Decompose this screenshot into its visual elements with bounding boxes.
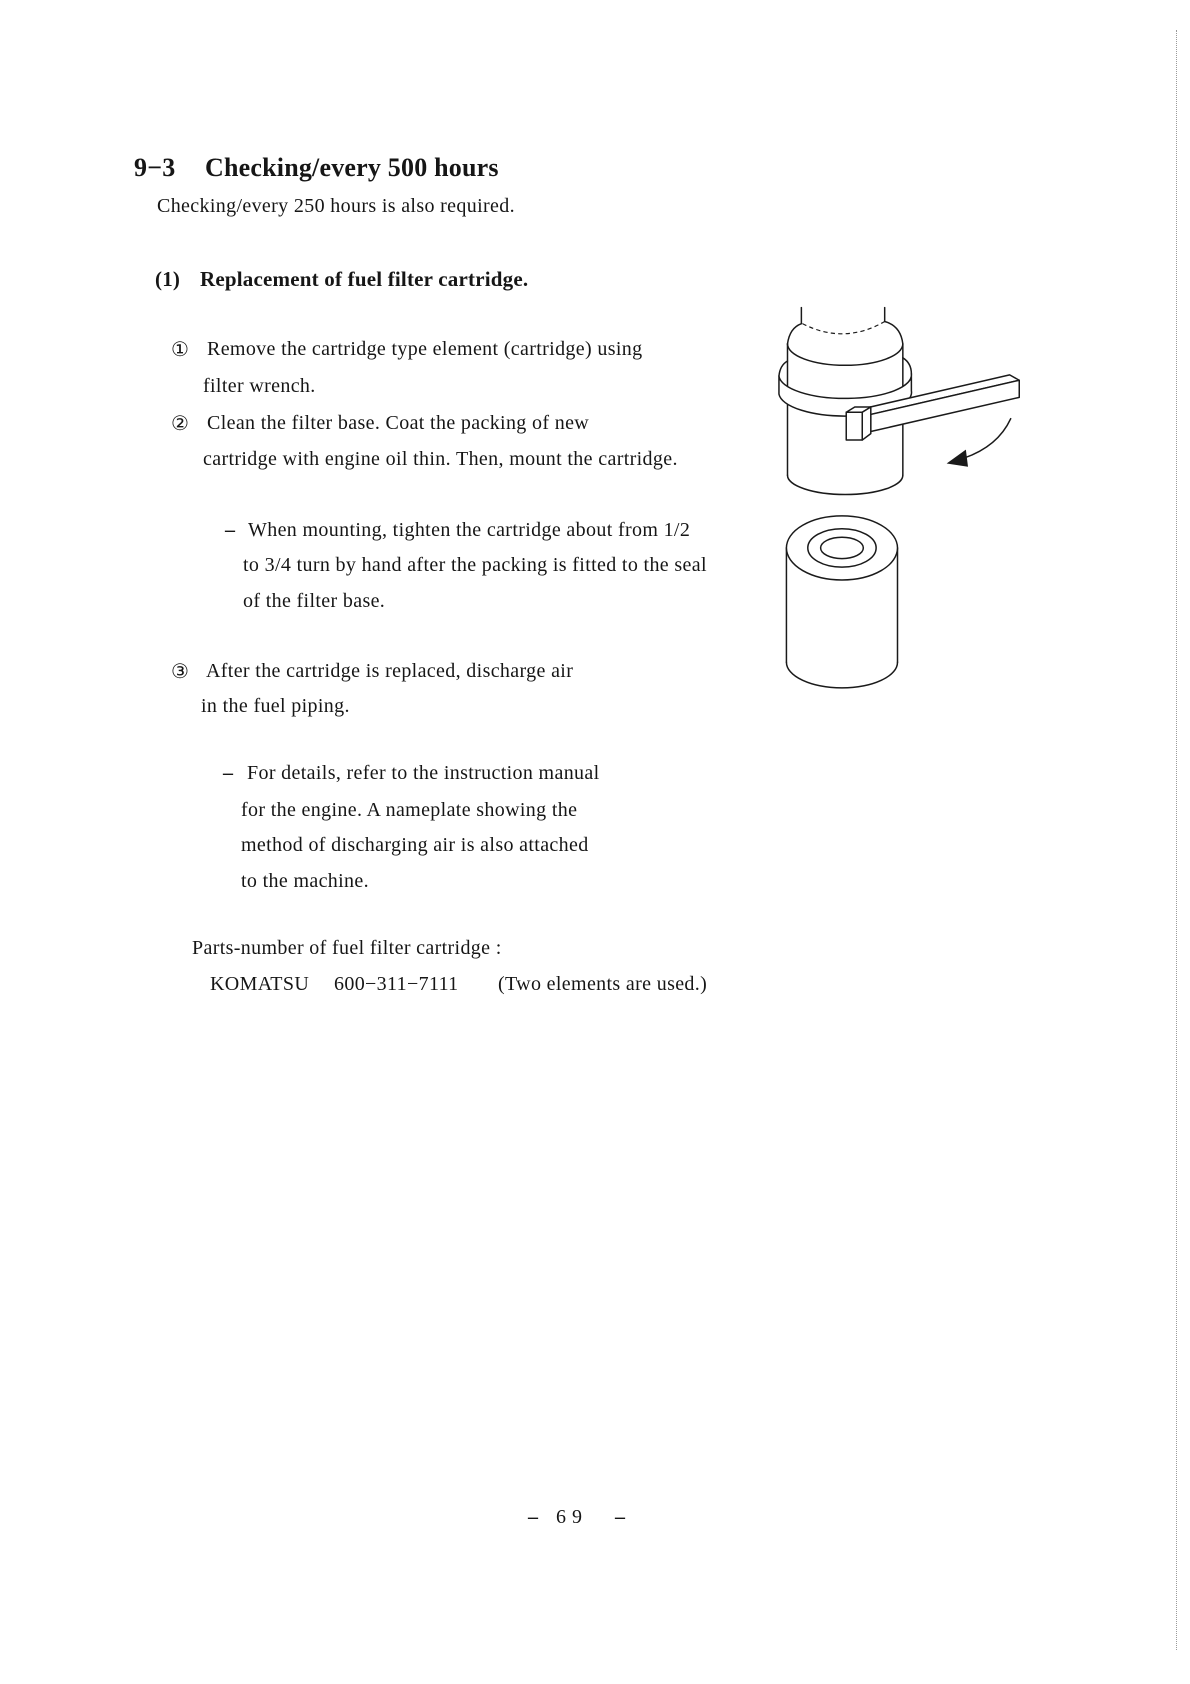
new-cartridge-bottom-edge: [786, 662, 897, 688]
note-2-line-4: to the machine.: [241, 870, 369, 892]
step-1-line-2: filter wrench.: [203, 375, 316, 397]
rotation-arrow-head: [947, 450, 968, 467]
step-1-line-1: Remove the cartridge type element (cartridge) using: [207, 338, 643, 360]
note-2-line-1: For details, refer to the instruction manual: [247, 762, 600, 784]
pipe-hidden-edge: [802, 322, 884, 334]
new-cartridge: [786, 516, 897, 688]
step-3-line-1: After the cartridge is replaced, discharge air: [206, 660, 574, 682]
installed-cartridge-bottom-edge: [787, 475, 902, 494]
section-title: Checking/every 500 hours: [205, 153, 499, 182]
installed-cartridge-top-rim-back-left: [787, 324, 801, 344]
new-cartridge-top: [786, 516, 897, 580]
scan-edge-line: [1176, 30, 1177, 1650]
note-1-dash: –: [225, 519, 235, 541]
wrench-block-side: [862, 407, 871, 440]
note-1-line-1: When mounting, tighten the cartridge about from 1/2: [248, 519, 691, 541]
parts-maker: KOMATSU: [210, 973, 310, 995]
installed-cartridge-top-rim-back-right: [885, 322, 903, 344]
page-number-left-dash: –: [528, 1506, 538, 1528]
step-1-marker: ①: [171, 337, 189, 361]
step-2-marker: ②: [171, 411, 189, 435]
section-number: 9−3: [134, 153, 176, 182]
section-note: Checking/every 250 hours is also required.: [157, 195, 515, 217]
fuel-filter-illustration: [764, 299, 1031, 705]
page-number-right-dash: –: [615, 1506, 625, 1528]
step-2-line-1: Clean the filter base. Coat the packing of new: [207, 412, 590, 434]
rotation-arrow: [947, 419, 1011, 467]
parts-quantity-note: (Two elements are used.): [498, 973, 708, 995]
note-2-line-3: method of discharging air is also attached: [241, 834, 589, 856]
wrench-strap-back-right: [903, 358, 912, 374]
installed-cartridge-top-rim-front: [787, 344, 902, 365]
step-2-line-2: cartridge with engine oil thin. Then, mount the cartridge.: [203, 448, 678, 470]
wrench-block-front: [846, 412, 862, 440]
wrench-strap-back-left: [779, 361, 788, 376]
note-2-line-2: for the engine. A nameplate showing the: [241, 799, 578, 821]
filter-wrench: [779, 358, 1019, 440]
note-1-line-2: to 3/4 turn by hand after the packing is fitted to the seal: [243, 554, 707, 576]
filter-base-pipe: [801, 308, 884, 334]
parts-number: 600−311−7111: [334, 973, 459, 995]
subsection-label: (1): [155, 267, 181, 291]
subsection-title: Replacement of fuel filter cartridge.: [200, 267, 529, 291]
step-3-marker: ③: [171, 659, 189, 683]
parts-number-label: Parts-number of fuel filter cartridge :: [192, 937, 502, 959]
step-3-line-2: in the fuel piping.: [201, 695, 350, 717]
page-number: 69: [556, 1506, 588, 1528]
note-1-line-3: of the filter base.: [243, 590, 386, 612]
note-2-dash: –: [223, 762, 233, 784]
rotation-arrow-curve: [964, 419, 1011, 459]
